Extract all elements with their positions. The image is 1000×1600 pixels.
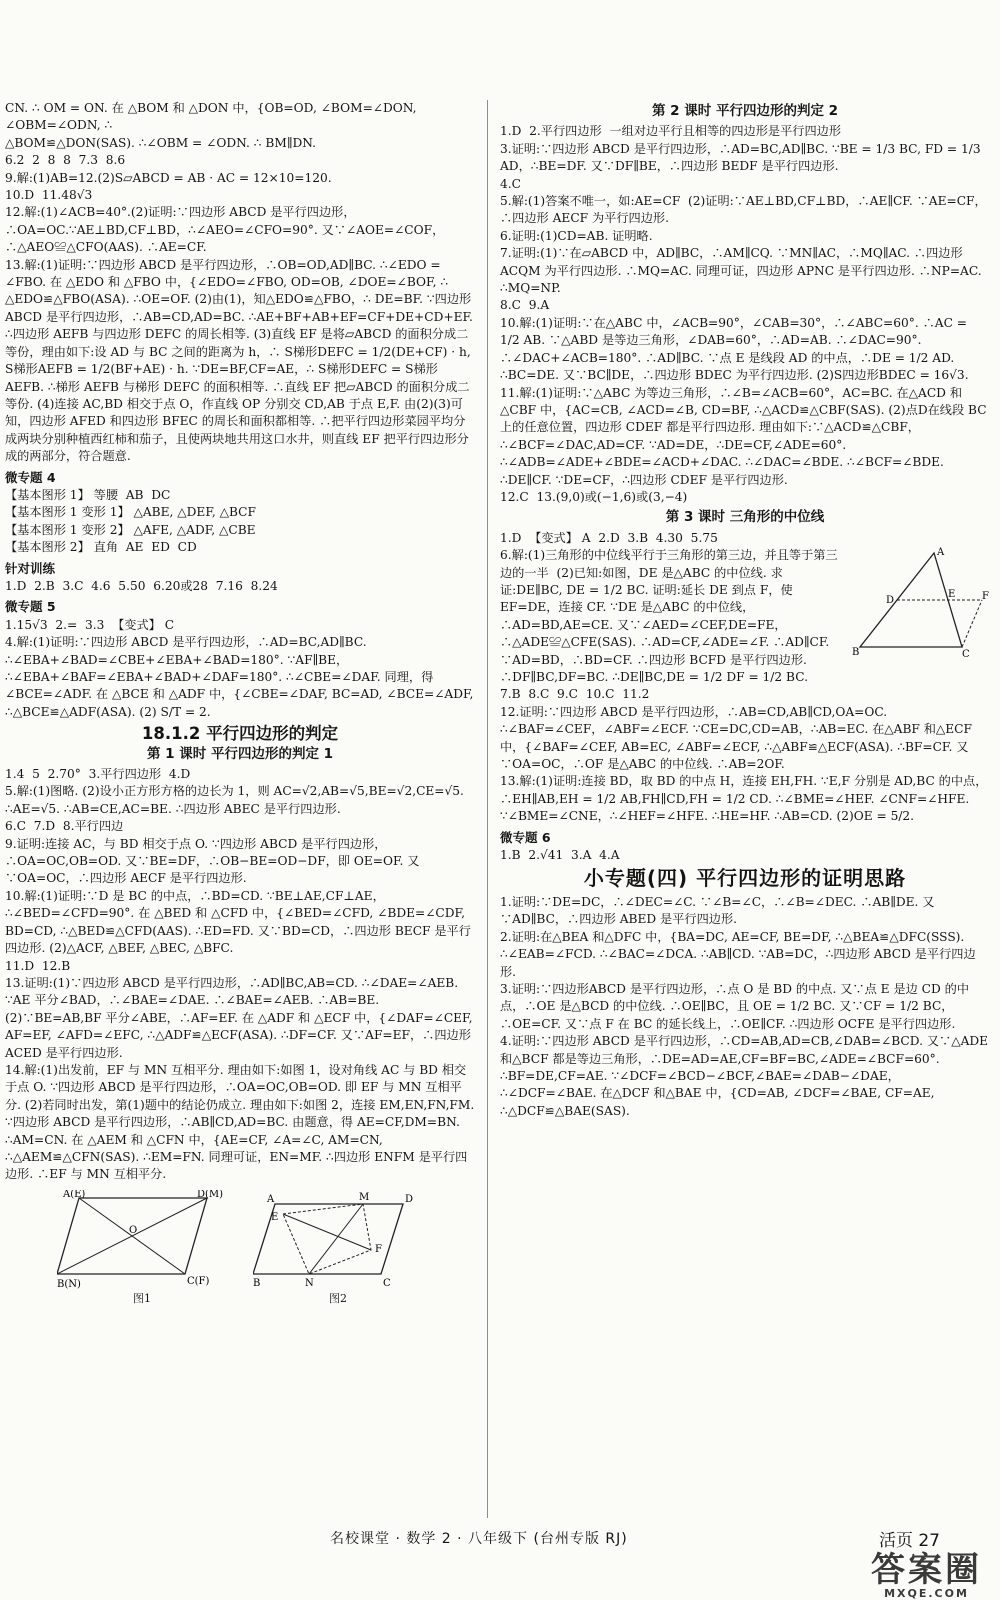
right-column — [500, 100, 990, 1120]
parallelogram-diagram-1 — [57, 1190, 227, 1290]
svg-text:D(M): D(M) — [197, 1189, 224, 1200]
lesson-2-title: 第 2 课时 平行四边形的判定 2 — [651, 103, 839, 119]
answer-line: 1.15√3 2.= 3.3 【变式】 C — [5, 617, 175, 632]
answer-line: 9.解:(1)AB=12.(2)S▱ABCD = AB · AC = 12×10=120. — [5, 170, 332, 185]
topic-title: 小专题(四) 平行四边形的证明思路 — [583, 866, 907, 891]
page-footer — [0, 1524, 1000, 1554]
triangle-midline-diagram — [850, 547, 990, 657]
answer-line: 【基本图形 1 变形 2】 △AFE, △ADF, △CBE — [5, 522, 256, 537]
answer-line: 12.C 13.(9,0)或(−1,6)或(3,−4) — [500, 489, 688, 504]
figure-2-caption: 图2 — [329, 1291, 347, 1305]
figure-1-caption: 图1 — [133, 1291, 151, 1305]
site-watermark — [871, 1542, 982, 1600]
parallelogram-diagram-2 — [253, 1190, 423, 1290]
column-divider — [487, 100, 488, 1518]
left-column — [5, 100, 479, 1307]
answer-line: 10.解:(1)证明:∵D 是 BC 的中点，∴BD=CD. ∵BE⊥AE,CF⊥AE，∴∠BED=∠CFD=90°. 在 △BED 和 △CFD 中，{∠BED=∠CFD, ∠BDE=∠CDF, BD=CD, ∴△BED≌△CFD(AAS). ∴ED=FD. 又∵BD=CD，∴四边形 BECF 是平行四边形. (2)△ACF, △BEF, △BEC, △BFC. — [5, 888, 471, 956]
answer-line: 13.解:(1)证明:∵四边形 ABCD 是平行四边形，∴OB=OD,AD∥BC. ∴∠EDO = ∠FBO. 在 △EDO 和 △FBO 中，{∠EDO=∠FBO, OD=OB, ∠DOE=∠BOF, ∴ △EDO≌△FBO(ASA). ∴OE=OF. (2)由(1)，知△EDO≌△FBO，∴ DE=BF. ∵四边形 ABCD 是平行四边形，∴AB=CD,AD=BC. ∴AE+BF+AB+EF=CF+DE+CD+EF. ∴四边形 AEFB 与四边形 DEFC 的周长相等. (3)直线 EF 是将▱ABCD 的面积分成二等份，理由如下:设 AD 与 BC 之间的距离为 h，∴ S梯形DEFC = 1/2(DE+CF) · h, S梯形AEFB = 1/2(BF+AE) · h. ∵DE=BF,CF=AE，∴ S梯形DEFC = S梯形AEFB. ∴梯形 AEFB 与梯形 DEFC 的面积相等. ∴直线 EF 把▱ABCD 的面积分成二等份. (4)连接 AC,BD 相交于点 O，作直线 OP 分别交 CD,AB 于点 E,F. 由(2)(3)可知，四边形 AFED 和四边形 BFEC 的周长和面积都相等. ∴把平行四边形菜园平均分成两块分别种植西红柿和茄子，且使两块地共用这口水井，则直线 EF 把平行四边形分成的两部分，符合题意. — [5, 257, 477, 464]
answer-line: 11.D 12.B — [5, 958, 71, 973]
svg-text:B: B — [253, 1277, 261, 1289]
answer-line: 1.4 5 2.70° 3.平行四边形 4.D — [5, 767, 191, 782]
answer-line: 7.证明:(1)∵在▱ABCD 中，AD∥BC，∴AM∥CQ. ∵MN∥AC，∴MQ∥AC. ∴四边形 ACQM 为平行四边形. ∴MQ=AC. 同理可证，四边形 APNC 是平行四边形. ∴NP=AC. ∴MQ=NP. — [500, 246, 986, 296]
answer-line: 3.证明:∵四边形 ABCD 是平行四边形，∴AD=BC,AD∥BC. ∵BE = 1/3 BC, FD = 1/3 AD，∴BE=DF. 又∵DF∥BE，∴四边形 BEDF 是平行四边形. — [500, 141, 985, 174]
figure-1 — [57, 1190, 227, 1307]
answer-line: 7.B 8.C 9.C 10.C 11.2 — [500, 687, 650, 702]
answer-line: 4.C — [500, 176, 521, 191]
svg-text:F: F — [375, 1243, 382, 1255]
svg-text:E: E — [948, 589, 956, 601]
answer-line: 6.解:(1)三角形的中位线平行于三角形的第三边，并且等于第三边的一半 (2)已知:如图，DE 是△ABC 的中位线. 求证:DE∥BC, DE = 1/2 BC. 证明:延长 DE 到点 F，使 EF=DE，连接 CF. ∵DE 是△ABC 的中位线，∴AD=BD,AE=CE. 又∵∠AED=∠CEF,DE=FE，∴△ADE≌△CFE(SAS). ∴AD=CF,∠ADE=∠F. ∴AD∥CF. ∵AD=BD，∴BD=CF. ∴四边形 BCFD 是平行四边形. ∴DF∥BC,DF=BC. ∴DE∥BC,DE = 1/2 DF = 1/2 BC. — [500, 548, 838, 684]
svg-text:B: B — [852, 647, 860, 658]
answer-line: 2.证明:在△BEA 和△DFC 中，{BA=DC, AE=CF, BE=DF, ∴△BEA≌△DFC(SSS). ∴∠EAB=∠FCD. ∴∠BAC=∠DCA. ∴AB∥CD. ∵AB=DC，∴四边形 ABCD 是平行四边形. — [500, 929, 976, 979]
training-title: 针对训练 — [5, 560, 56, 576]
answer-line: 6.C 7.D 8.平行四边 — [5, 819, 124, 834]
svg-text:B(N): B(N) — [57, 1278, 81, 1290]
answer-line: 5.解:(1)答案不唯一，如:AE=CF (2)证明:∵AE⊥BD,CF⊥BD，∴AE∥CF. ∵AE=CF，∴四边形 AECF 为平行四边形. — [500, 194, 987, 226]
answer-line: 4.证明:∵四边形 ABCD 是平行四边形，∴CD=AB,AD=CB,∠DAB=∠BCD. 又∵△ADE 和△BCF 都是等边三角形，∴DE=AD=AE,CF=BF=BC,∠ADE=∠BCF=60°. ∴BF=DE,CF=AE. ∵∠DCF=∠BCD−∠BCF,∠BAE=∠DAB−∠DAE，∴∠DCF=∠BAE. 在△DCF 和△BAE 中，{CD=AB, ∠DCF=∠BAE, CF=AE, ∴△DCF≌△BAE(SAS). — [500, 1034, 992, 1118]
watermark-logo-text: 答案圈 — [871, 1550, 982, 1590]
svg-text:F: F — [982, 591, 989, 603]
answer-line: 1.D 2.平行四边形 一组对边平行且相等的四边形是平行四边形 — [500, 124, 842, 139]
answer-line: 9.证明:连接 AC，与 BD 相交于点 O. ∵四边形 ABCD 是平行四边形，∴OA=OC,OB=OD. 又∵BE=DF，∴OB−BE=OD−DF，即 OE=OF. 又∵OA=OC，∴四边形 AECF 是平行四边形. — [5, 836, 420, 886]
svg-text:A(E): A(E) — [63, 1189, 86, 1200]
answer-line: 6.2 2 8 8 7.3 8.6 — [5, 153, 126, 168]
answer-line: 1.证明:∵DE=DC，∴∠DEC=∠C. ∵∠B=∠C，∴∠B=∠DEC. ∴AB∥DE. 又∵AD∥BC，∴四边形 ABED 是平行四边形. — [500, 894, 935, 927]
answer-line: 5.解:(1)图略. (2)设小正方形方格的边长为 1，则 AC=√2,AB=√5,BE=√2,CE=√5. ∴AE=√5. ∴AB=CE,AC=BE. ∴四边形 ABEC 是平行四边形. — [5, 784, 468, 816]
answer-line: 3.证明:∵四边形ABCD 是平行四边形，∴点 O 是 BD 的中点. 又∵点 E 是边 CD 的中点，∴OE 是△BCD 的中位线. ∴OE∥BC，且 OE = 1/2 BC. 又∵CF = 1/2 BC，∴OE=CF. 又∵点 F 在 BC 的延长线上，∴OE∥CF. ∴四边形 OCFE 是平行四边形. — [500, 981, 970, 1031]
answer-line: 【基本图形 1】 等腰 AB DC — [5, 487, 171, 502]
figure-row — [5, 1190, 475, 1307]
micro-topic-4-title: 微专题 4 — [5, 469, 56, 485]
answer-line: 12.证明:∵四边形 ABCD 是平行四边形，∴AB=CD,AB∥CD,OA=OC. ∴∠BAF=∠CEF，∠ABF=∠ECF. ∵CE=DC,CD=AB，∴AB=EC. 在△ABF 和△ECF 中，{∠BAF=∠CEF, AB=EC, ∠ABF=∠ECF, ∴△ABF≌△ECF(ASA). ∴BF=CF. 又∵OA=OC，∴OF 是△ABC 的中位线. ∴AB=2OF. — [500, 704, 976, 772]
svg-text:A: A — [937, 547, 945, 559]
answer-line: 12.解:(1)∠ACB=40°.(2)证明:∵四边形 ABCD 是平行四边形，∴OA=OC.∵AE⊥BD,CF⊥BD，∴∠AEO=∠CFO=90°. 又∵∠AOE=∠COF，∴△AEO≌△CFO(AAS). ∴AE=CF. — [5, 205, 445, 255]
answer-line: 14.解:(1)出发前，EF 与 MN 互相平分. 理由如下:如图 1，设对角线 AC 与 BD 相交于点 O. ∵四边形 ABCD 是平行四边形，∴OA=OC,OB=OD. 即 EF 与 MN 互相平分. (2)若同时出发，第(1)题中的结论仍成立. 理由如下:如图 2，连接 EM,EN,FN,FM. ∵四边形 ABCD 是平行四边形，∴AB∥CD,AD=BC. 由题意，得 AE=CF,DM=BN. ∴AM=CN. 在 △AEM 和 △CFN 中，{AE=CF, ∠A=∠C, AM=CN, ∴△AEM≌△CFN(SAS). ∴EM=FN. 同理可证，EN=MF. ∴四边形 ENFM 是平行四边形. ∴EF 与 MN 互相平分. — [5, 1062, 479, 1182]
answer-with-figure — [500, 547, 990, 686]
answer-line: 1.B 2.√41 3.A 4.A — [500, 848, 620, 863]
answer-line: CN. ∴ OM = ON. 在 △BOM 和 △DON 中，{OB=OD, ∠BOM=∠DON, ∠OBM=∠ODN, ∴ — [5, 101, 421, 133]
svg-text:N: N — [305, 1277, 314, 1289]
micro-topic-5-title: 微专题 5 — [5, 599, 56, 615]
answer-line: 1.D 2.B 3.C 4.6 5.50 6.20或28 7.16 8.24 — [5, 578, 278, 593]
svg-text:C(F): C(F) — [187, 1275, 210, 1287]
page-number: 活页 27 — [878, 1531, 940, 1551]
svg-text:C: C — [962, 649, 970, 658]
answer-line: 11.解:(1)证明:∵△ABC 为等边三角形，∴∠B=∠ACB=60°，AC=BC. 在△ACD 和△CBF 中，{AC=CB, ∠ACD=∠B, CD=BF, ∴△ACD≌△CBF(SAS). (2)点D在线段 BC 上的任意位置，四边形 CDEF 都是平行四边形. 理由如下:∵△ACD≌△CBF，∴∠BCF=∠DAC,AD=CF. ∵AD=DE，∴DE=CF,∠ADE=60°. ∴∠ADB=∠ADE+∠BDE=∠ACD+∠DAC. ∴∠DAC=∠BDE. ∴∠BCF=∠BDE. ∴DE∥CF. ∵DE=CF，∴四边形 CDEF 是平行四边形. — [500, 385, 991, 487]
book-title: 名校课堂 · 数学 2 · 八年级下 (台州专版 RJ) — [330, 1531, 628, 1547]
answer-line: △BOM≌△DON(SAS). ∴∠OBM = ∠ODN. ∴ BM∥DN. — [5, 135, 316, 150]
svg-text:M: M — [359, 1191, 370, 1203]
svg-text:O: O — [129, 1224, 138, 1236]
answer-line: 1.D 【变式】 A 2.D 3.B 4.30 5.75 — [500, 530, 718, 545]
lesson-3-title: 第 3 课时 三角形的中位线 — [665, 509, 825, 526]
section-title: 18.1.2 平行四边形的判定 — [141, 724, 339, 744]
answer-line: 【基本图形 1 变形 1】 △ABE, △DEF, △BCF — [5, 505, 256, 520]
answer-line: 【基本图形 2】 直角 AE ED CD — [5, 540, 197, 555]
answer-line: 13.解:(1)证明:连接 BD，取 BD 的中点 H，连接 EH,FH. ∵E,F 分别是 AD,BC 的中点，∴EH∥AB,EH = 1/2 AB,FH∥CD,FH = 1/2 CD. ∴∠BME=∠HEF. ∠CNF=∠HFE. ∵∠BME=∠CNE，∴∠HEF=∠HFE. ∴HE=HF. ∴AB=CD. (2)OE = 5/2. — [500, 774, 988, 824]
answer-line: 10.解:(1)证明:∵在△ABC 中，∠ACB=90°，∠CAB=30°，∴∠ABC=60°. ∴AC = 1/2 AB. ∵△ABD 是等边三角形，∠DAB=60°，∴AD=AB. ∴∠DAC=90°. ∴∠DAC+∠ACB=180°. ∴AD∥BC. ∵点 E 是线段 AD 的中点，∴DE = 1/2 AD. ∴BC=DE. 又∵BC∥DE，∴四边形 BDEC 为平行四边形. (2)S四边形BDEC = 16√3. — [500, 315, 971, 383]
lesson-1-title: 第 1 课时 平行四边形的判定 1 — [146, 745, 334, 762]
answer-line: 13.证明:(1)∵四边形 ABCD 是平行四边形，∴AD∥BC,AB=CD. ∴∠DAE=∠AEB. ∵AE 平分∠BAD，∴∠BAE=∠DAE. ∴∠BAE=∠AEB. ∴AB=BE. (2)∵BE=AB,BF 平分∠ABE，∴AF=EF. 在 △ADF 和 △ECF 中，{∠DAF=∠CEF, AF=EF, ∠AFD=∠EFC, ∴△ADF≌△ECF(ASA). ∴DF=CF. 又∵AF=EF，∴四边形 ACED 是平行四边形. — [5, 975, 477, 1060]
micro-topic-6-title: 微专题 6 — [500, 829, 551, 845]
answer-line: 6.证明:(1)CD=AB. 证明略. — [500, 228, 653, 243]
svg-text:E: E — [271, 1211, 279, 1223]
svg-text:D: D — [886, 595, 895, 607]
answer-line: 8.C 9.A — [500, 298, 550, 313]
svg-text:A: A — [267, 1193, 275, 1205]
watermark-url: MXQE.COM — [884, 1587, 969, 1600]
svg-text:D: D — [405, 1193, 414, 1205]
answer-line: 4.解:(1)证明:∵四边形 ABCD 是平行四边形，∴AD=BC,AD∥BC. ∴∠EBA+∠BAD=∠CBE+∠EBA+∠BAD=180°. ∵AF∥BE，∴∠EBA+∠BAF=∠EBA+∠BAD+∠DAF=180°. ∴∠CBE=∠DAF. 同理，得 ∠BCE=∠ADF. 在 △BCE 和 △ADF 中，{∠CBE=∠DAF, BC=AD, ∠BCE=∠ADF, ∴△BCE≌△ADF(ASA). (2) S/T = 2. — [5, 635, 478, 719]
figure-2 — [253, 1190, 423, 1307]
svg-text:C: C — [383, 1277, 391, 1289]
answer-line: 10.D 11.48√3 — [5, 188, 93, 203]
